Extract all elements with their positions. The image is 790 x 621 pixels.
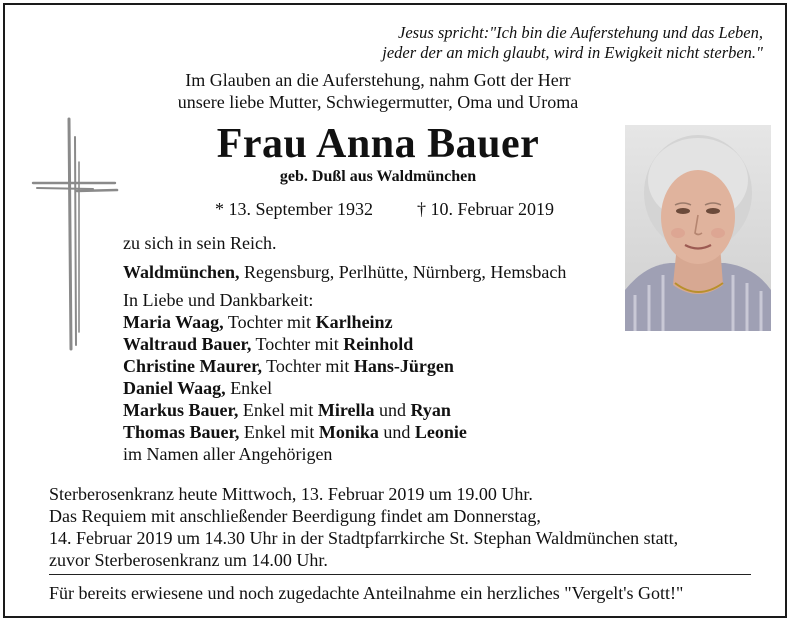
mourners-heading: In Liebe und Dankbarkeit: (123, 290, 314, 310)
quote-line-2: jeder der an mich glaubt, wird in Ewigkeit nicht sterben." (382, 43, 763, 62)
service-info (49, 483, 678, 571)
maiden-name: geb. Dußl aus Waldmünchen (279, 168, 477, 185)
mourner-partner: Hans-Jürgen (353, 356, 454, 376)
service-line-3: 14. Februar 2019 um 14.30 Uhr in der Stadtpfarrkirche St. Stephan Waldmünchen statt, (49, 528, 679, 548)
mourner-relation: Enkel (225, 378, 273, 398)
mourner-row (123, 377, 467, 399)
mourners-closing: im Namen aller Angehörigen (123, 444, 333, 464)
mourner-name: Thomas Bauer, (123, 422, 240, 442)
reich-line: zu sich in sein Reich. (123, 233, 277, 253)
mourner-name: Waltraud Bauer, (123, 334, 252, 354)
mourner-row (123, 399, 467, 421)
intro-line-2: unsere liebe Mutter, Schwiegermutter, Oma und Uroma (177, 92, 579, 112)
mourner-name: Daniel Waag, (123, 378, 226, 398)
quote-line-1: Jesus spricht:"Ich bin die Auferstehung und das Leben, (398, 23, 763, 42)
thanks-line: Für bereits erwiesene und noch zugedachte Anteilnahme ein herzliches "Vergelt's Gott!" (49, 583, 684, 603)
place-primary: Waldmünchen, (123, 262, 240, 282)
place-others: Regensburg, Perlhütte, Nürnberg, Hemsbach (239, 262, 567, 282)
death-date: † 10. Februar 2019 (416, 199, 554, 219)
cross-icon (31, 117, 121, 352)
mourner-partner: Reinhold (343, 334, 414, 354)
service-line-1: Sterberosenkranz heute Mittwoch, 13. Februar 2019 um 19.00 Uhr. (49, 484, 533, 504)
mourners-list (123, 289, 467, 465)
mourner-name: Maria Waag, (123, 312, 224, 332)
mourner-row (123, 421, 467, 443)
mourner-partner-2: Leonie (414, 422, 467, 442)
intro-line-1: Im Glauben an die Auferstehung, nahm Gott der Herr (185, 70, 571, 90)
mourner-partner: Mirella (317, 400, 375, 420)
service-line-4: zuvor Sterberosenkranz um 14.00 Uhr. (49, 550, 328, 570)
mourner-relation: Enkel mit (238, 400, 318, 420)
mourner-relation: Tochter mit (262, 356, 354, 376)
intro-text (133, 69, 623, 113)
mourner-name: Christine Maurer, (123, 356, 262, 376)
mourner-relation: Enkel mit (239, 422, 319, 442)
mourner-conjunction: und (378, 422, 415, 442)
mourner-name: Markus Bauer, (123, 400, 239, 420)
mourner-partner: Karlheinz (315, 312, 393, 332)
divider (49, 574, 751, 575)
mourner-relation: Tochter mit (223, 312, 316, 332)
mourner-row (123, 355, 467, 377)
mourner-conjunction: und (374, 400, 411, 420)
mourner-relation: Tochter mit (251, 334, 344, 354)
bible-quote (382, 23, 763, 63)
obituary-notice (3, 3, 787, 618)
mourner-partner-2: Ryan (410, 400, 451, 420)
mourner-row (123, 333, 467, 355)
service-line-2: Das Requiem mit anschließender Beerdigung findet am Donnerstag, (49, 506, 541, 526)
life-dates (215, 198, 554, 220)
portrait-photo (625, 125, 771, 331)
deceased-name: Frau Anna Bauer (216, 121, 540, 167)
mourner-row (123, 311, 467, 333)
places-line (123, 261, 566, 283)
mourner-partner: Monika (318, 422, 379, 442)
birth-date: * 13. September 1932 (215, 199, 373, 219)
